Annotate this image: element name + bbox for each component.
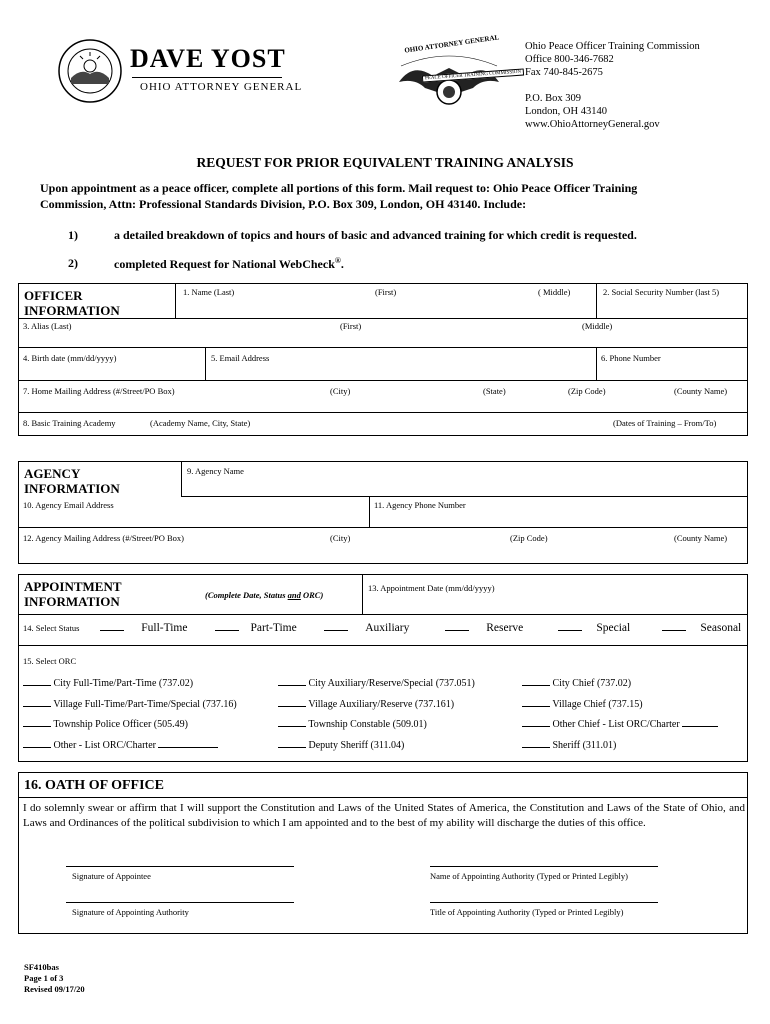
- orc-label-text: Township Police Officer (505.49): [53, 719, 188, 730]
- status-fulltime[interactable]: [100, 620, 187, 634]
- birth-date-field[interactable]: 4. Birth date (mm/dd/yyyy): [23, 353, 117, 363]
- blank-line: [278, 737, 306, 748]
- orc-city-chief[interactable]: [522, 675, 631, 689]
- orc-city-auxiliary[interactable]: [278, 675, 475, 689]
- divider: [596, 347, 597, 380]
- form-title: REQUEST FOR PRIOR EQUIVALENT TRAINING ANALYSIS: [196, 155, 574, 170]
- status-special-label: Special: [596, 622, 631, 634]
- signature-authority-line[interactable]: [66, 902, 294, 903]
- agency-city-field[interactable]: (City): [330, 533, 351, 543]
- divider: [362, 575, 363, 614]
- signature-appointee-label: Signature of Appointee: [72, 871, 151, 881]
- divider: [181, 462, 182, 496]
- contact-office: Office 800-346-7682: [525, 54, 614, 65]
- status-fulltime-label: Full-Time: [141, 622, 188, 634]
- agency-county-field[interactable]: (County Name): [674, 533, 728, 543]
- status-parttime[interactable]: [215, 620, 297, 634]
- title-authority-label: Title of Appointing Authority (Typed or Printed Legibly): [430, 907, 624, 917]
- form-number: SF410bas: [24, 962, 59, 972]
- orc-label-text: City Full-Time/Part-Time (737.02): [53, 678, 194, 689]
- agency-heading-line1: AGENCY: [24, 466, 81, 481]
- oath-heading: 16. OATH OF OFFICE: [24, 778, 164, 793]
- orc-label-text: Other - List ORC/Charter: [53, 740, 156, 751]
- orc-label-text: City Auxiliary/Reserve/Special (737.051): [308, 678, 475, 689]
- blank-line: [278, 675, 306, 686]
- blank-line: [522, 716, 550, 727]
- blank-line: [662, 620, 686, 631]
- training-dates-field[interactable]: (Dates of Training – From/To): [613, 418, 717, 428]
- include-num-1: 1): [68, 228, 78, 242]
- name-middle-field[interactable]: ( Middle): [538, 287, 571, 297]
- agency-phone-field[interactable]: 11. Agency Phone Number: [374, 500, 466, 510]
- appointment-note: [205, 590, 323, 600]
- ssn-field[interactable]: 2. Social Security Number (last 5): [603, 287, 720, 297]
- blank-line: [158, 737, 218, 748]
- alias-last-field[interactable]: 3. Alias (Last): [23, 321, 72, 331]
- page-number: Page 1 of 3: [24, 973, 64, 983]
- registered-mark: ®: [334, 256, 341, 265]
- include-item-2: [68, 256, 78, 271]
- home-zip-field[interactable]: (Zip Code): [568, 386, 606, 396]
- revision-date: Revised 09/17/20: [24, 984, 85, 994]
- blank-line: [522, 675, 550, 686]
- signature-authority-label: Signature of Appointing Authority: [72, 907, 189, 917]
- divider: [369, 496, 370, 527]
- officer-heading-line1: OFFICER: [24, 288, 83, 303]
- contact-website[interactable]: www.OhioAttorneyGeneral.gov: [525, 119, 660, 130]
- orc-other[interactable]: [23, 737, 218, 751]
- status-parttime-label: Part-Time: [250, 622, 297, 634]
- divider: [19, 645, 747, 646]
- orc-township-officer[interactable]: [23, 716, 188, 730]
- logo-divider: [132, 77, 282, 78]
- phone-field[interactable]: 6. Phone Number: [601, 353, 661, 363]
- orc-label-text: City Chief (737.02): [552, 678, 632, 689]
- opotc-seal-top-text: OHIO ATTORNEY GENERAL: [403, 33, 500, 55]
- orc-deputy-sheriff[interactable]: [278, 737, 404, 751]
- blank-line: [100, 620, 124, 631]
- status-auxiliary-label: Auxiliary: [365, 622, 410, 634]
- officer-heading-line2: INFORMATION: [24, 303, 120, 318]
- webcheck-end: .: [340, 257, 344, 271]
- agency-heading: [24, 466, 120, 496]
- agency-address-field[interactable]: 12. Agency Mailing Address (#/Street/PO Box): [23, 533, 185, 543]
- attorney-general-name: DAVE YOST: [130, 44, 286, 73]
- appointment-date-field[interactable]: 13. Appointment Date (mm/dd/yyyy): [368, 583, 495, 593]
- status-auxiliary[interactable]: [324, 620, 409, 634]
- agency-zip-field[interactable]: (Zip Code): [510, 533, 548, 543]
- note-and: and: [287, 590, 301, 600]
- status-seasonal[interactable]: [662, 620, 741, 634]
- blank-line: [23, 675, 51, 686]
- divider: [19, 318, 747, 319]
- name-last-field[interactable]: 1. Name (Last): [183, 287, 235, 297]
- divider: [19, 527, 747, 528]
- appointment-heading-line2: INFORMATION: [24, 594, 120, 609]
- agency-information-section: [18, 461, 748, 564]
- academy-name-field[interactable]: (Academy Name, City, State): [150, 418, 251, 428]
- alias-middle-field[interactable]: (Middle): [582, 321, 613, 331]
- agency-heading-line2: INFORMATION: [24, 481, 120, 496]
- status-seasonal-label: Seasonal: [700, 622, 742, 634]
- attorney-general-subtitle: OHIO ATTORNEY GENERAL: [140, 81, 303, 93]
- orc-township-constable[interactable]: [278, 716, 427, 730]
- orc-label-text: Other Chief - List ORC/Charter: [552, 719, 680, 730]
- appointment-heading-line1: APPOINTMENT: [24, 579, 122, 594]
- divider: [19, 614, 747, 615]
- contact-block: [525, 40, 700, 131]
- note-post: ORC): [300, 590, 324, 600]
- orc-label-text: Village Auxiliary/Reserve (737.161): [308, 699, 455, 710]
- blank-line: [324, 620, 348, 631]
- divider: [181, 496, 747, 497]
- ohio-state-seal: [57, 38, 123, 104]
- orc-label-text: Township Constable (509.01): [308, 719, 427, 730]
- blank-line: [558, 620, 582, 631]
- status-special[interactable]: [558, 620, 630, 634]
- include-text-1: a detailed breakdown of topics and hours of basic and advanced training for which credit is requested.: [114, 228, 637, 242]
- contact-org: Ohio Peace Officer Training Commission: [525, 41, 700, 52]
- agency-name-field[interactable]: 9. Agency Name: [187, 466, 244, 476]
- contact-city: London, OH 43140: [525, 106, 607, 117]
- contact-pobox: P.O. Box 309: [525, 93, 582, 104]
- title-authority-line[interactable]: [430, 902, 658, 903]
- divider: [19, 347, 747, 348]
- orc-label-text: Deputy Sheriff (311.04): [308, 740, 405, 751]
- status-label: 14. Select Status: [23, 623, 80, 633]
- status-reserve-label: Reserve: [486, 622, 524, 634]
- appointment-information-section: [18, 574, 748, 762]
- orc-sheriff[interactable]: [522, 737, 616, 751]
- blank-line: [215, 620, 239, 631]
- signature-appointee-line[interactable]: [66, 866, 294, 867]
- orc-label-text: Sheriff (311.01): [552, 740, 617, 751]
- include-item-1: [68, 228, 78, 243]
- home-county-field[interactable]: (County Name): [674, 386, 728, 396]
- blank-line: [278, 716, 306, 727]
- webcheck-text: completed Request for National WebCheck: [114, 257, 335, 271]
- divider: [19, 412, 747, 413]
- name-first-field[interactable]: (First): [375, 287, 397, 297]
- divider: [175, 284, 176, 319]
- name-authority-label: Name of Appointing Authority (Typed or Printed Legibly): [430, 871, 628, 881]
- email-field[interactable]: 5. Email Address: [211, 353, 270, 363]
- alias-first-field[interactable]: (First): [340, 321, 362, 331]
- blank-line: [23, 716, 51, 727]
- orc-other-chief[interactable]: [522, 716, 718, 730]
- contact-fax: Fax 740-845-2675: [525, 67, 603, 78]
- divider: [596, 284, 597, 319]
- orc-village-fulltime[interactable]: [23, 696, 237, 710]
- orc-city-fulltime[interactable]: [23, 675, 193, 689]
- blank-line: [445, 620, 469, 631]
- footer: [24, 962, 85, 995]
- home-address-field[interactable]: 7. Home Mailing Address (#/Street/PO Box): [23, 386, 175, 396]
- blank-line: [23, 696, 51, 707]
- agency-email-field[interactable]: 10. Agency Email Address: [23, 500, 114, 510]
- orc-label-text: Village Chief (737.15): [552, 699, 643, 710]
- blank-line: [682, 716, 718, 727]
- divider: [19, 380, 747, 381]
- appointment-heading: [24, 579, 122, 609]
- home-city-field[interactable]: (City): [330, 386, 351, 396]
- training-academy-field[interactable]: 8. Basic Training Academy: [23, 418, 116, 428]
- orc-village-auxiliary[interactable]: [278, 696, 454, 710]
- name-authority-line[interactable]: [430, 866, 658, 867]
- orc-label-text: Village Full-Time/Part-Time/Special (737.16): [53, 699, 237, 710]
- blank-line: [522, 737, 550, 748]
- divider: [205, 347, 206, 380]
- blank-line: [23, 737, 51, 748]
- home-state-field[interactable]: (State): [483, 386, 506, 396]
- orc-village-chief[interactable]: [522, 696, 643, 710]
- blank-line: [522, 696, 550, 707]
- opotc-seal-band: PEACE OFFICER TRAINING COMMISSION: [422, 68, 524, 82]
- orc-label: 15. Select ORC: [23, 656, 77, 666]
- oath-text: I do solemnly swear or affirm that I will support the Constitution and Laws of the United States of America, the Constitution and Laws of the State of Ohio, and Laws and Ordinances of the political subdivision to which I am appointed and to the best of my ability will discharge the duties of this office.: [23, 802, 745, 829]
- include-text-2: [114, 256, 344, 272]
- note-pre: (Complete Date, Status: [205, 590, 288, 600]
- divider: [19, 797, 747, 798]
- include-num-2: 2): [68, 256, 78, 270]
- officer-heading: [24, 288, 120, 318]
- blank-line: [278, 696, 306, 707]
- intro-text: Upon appointment as a peace officer, complete all portions of this form. Mail request to: Ohio Peace Officer Training Commission, Attn: Professional Standards Division, P.O. Box 309, London, OH 43140. Include:: [40, 181, 638, 211]
- status-reserve[interactable]: [445, 620, 523, 634]
